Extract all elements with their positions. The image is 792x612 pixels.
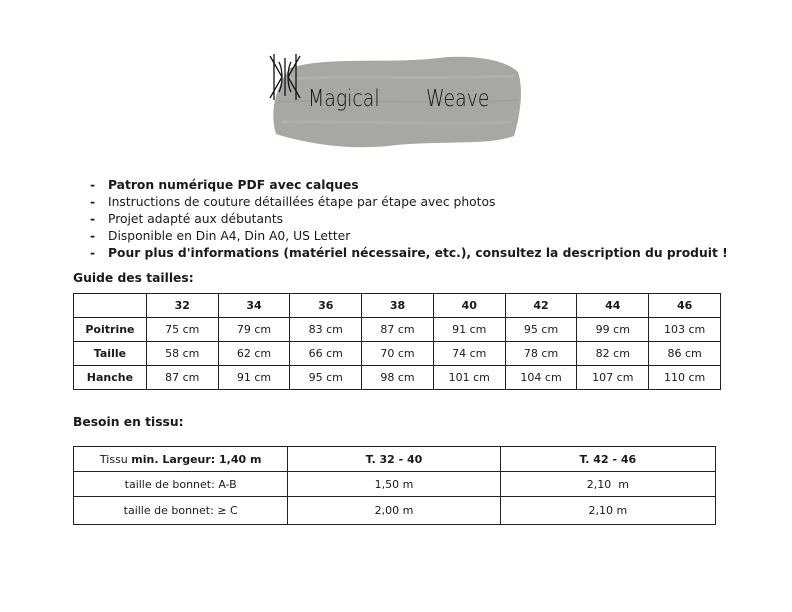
size-column-header: 42 <box>505 294 577 318</box>
feature-text: Disponible en Din A4, Din A0, US Letter <box>108 229 351 243</box>
feature-text: Patron numérique PDF avec calques <box>108 178 359 192</box>
measure-cell: 95 cm <box>505 318 577 342</box>
feature-item <box>90 228 728 245</box>
row-label: Taille <box>74 342 147 366</box>
size-range-header: T. 32 - 40 <box>288 447 500 472</box>
feature-text: Projet adapté aux débutants <box>108 212 284 226</box>
size-column-header: 36 <box>290 294 362 318</box>
fabric-amount-cell: 2,00 m <box>288 497 500 525</box>
logo-word-right: Weave <box>426 86 490 112</box>
measure-cell: 66 cm <box>290 342 362 366</box>
table-row <box>74 342 721 366</box>
measure-cell: 58 cm <box>146 342 218 366</box>
table-row <box>74 472 716 497</box>
size-guide-table <box>73 293 721 390</box>
measure-cell: 87 cm <box>362 318 434 342</box>
size-column-header: 32 <box>146 294 218 318</box>
measure-cell: 98 cm <box>362 366 434 390</box>
features-list <box>90 177 728 262</box>
measure-cell: 91 cm <box>218 366 290 390</box>
fabric-requirements-table <box>73 446 716 525</box>
measure-cell: 104 cm <box>505 366 577 390</box>
fabric-amount-cell: 2,10 m <box>500 472 715 497</box>
measure-cell: 87 cm <box>146 366 218 390</box>
measure-cell: 74 cm <box>433 342 505 366</box>
brand-logo <box>268 50 524 154</box>
measure-cell: 83 cm <box>290 318 362 342</box>
cup-size-label: taille de bonnet: A-B <box>74 472 288 497</box>
measure-cell: 95 cm <box>290 366 362 390</box>
bullet-dash: - <box>90 229 96 243</box>
measure-cell: 70 cm <box>362 342 434 366</box>
bullet-dash: - <box>90 212 96 226</box>
row-label: Poitrine <box>74 318 147 342</box>
table-header-row <box>74 294 721 318</box>
table-header-row <box>74 447 716 472</box>
measure-cell: 79 cm <box>218 318 290 342</box>
measure-cell: 91 cm <box>433 318 505 342</box>
size-column-header: 40 <box>433 294 505 318</box>
feature-item <box>90 211 728 228</box>
measure-cell: 99 cm <box>577 318 649 342</box>
fabric-requirements-title: Besoin en tissu: <box>73 415 184 429</box>
table-row <box>74 318 721 342</box>
feature-text: Instructions de couture détaillées étape par étape avec photos <box>108 195 496 209</box>
size-range-header: T. 42 - 46 <box>500 447 715 472</box>
size-column-header: 34 <box>218 294 290 318</box>
measure-cell: 82 cm <box>577 342 649 366</box>
measure-cell: 78 cm <box>505 342 577 366</box>
feature-text: Pour plus d'informations (matériel nécessaire, etc.), consultez la description du produit ! <box>108 246 728 260</box>
logo-word-left: Magical <box>308 86 380 112</box>
feature-item <box>90 177 728 194</box>
measure-cell: 62 cm <box>218 342 290 366</box>
size-guide-title: Guide des tailles: <box>73 271 194 285</box>
fabric-amount-cell: 2,10 m <box>500 497 715 525</box>
table-row <box>74 497 716 525</box>
row-label: Hanche <box>74 366 147 390</box>
table-corner-cell <box>74 294 147 318</box>
size-column-header: 38 <box>362 294 434 318</box>
measure-cell: 101 cm <box>433 366 505 390</box>
bullet-dash: - <box>90 178 96 192</box>
weave-mark-icon <box>268 50 302 104</box>
bullet-dash: - <box>90 195 96 209</box>
fabric-min-width: min. Largeur: 1,40 m <box>131 452 262 466</box>
fabric-amount-cell: 1,50 m <box>288 472 500 497</box>
measure-cell: 75 cm <box>146 318 218 342</box>
feature-item <box>90 245 728 262</box>
measure-cell: 110 cm <box>649 366 721 390</box>
cup-size-label: taille de bonnet: ≥ C <box>74 497 288 525</box>
table-row <box>74 366 721 390</box>
measure-cell: 103 cm <box>649 318 721 342</box>
fabric-width-header <box>74 447 288 472</box>
measure-cell: 107 cm <box>577 366 649 390</box>
feature-item <box>90 194 728 211</box>
size-column-header: 46 <box>649 294 721 318</box>
measure-cell: 86 cm <box>649 342 721 366</box>
fabric-label-prefix: Tissu <box>99 452 128 466</box>
bullet-dash: - <box>90 246 96 260</box>
size-column-header: 44 <box>577 294 649 318</box>
